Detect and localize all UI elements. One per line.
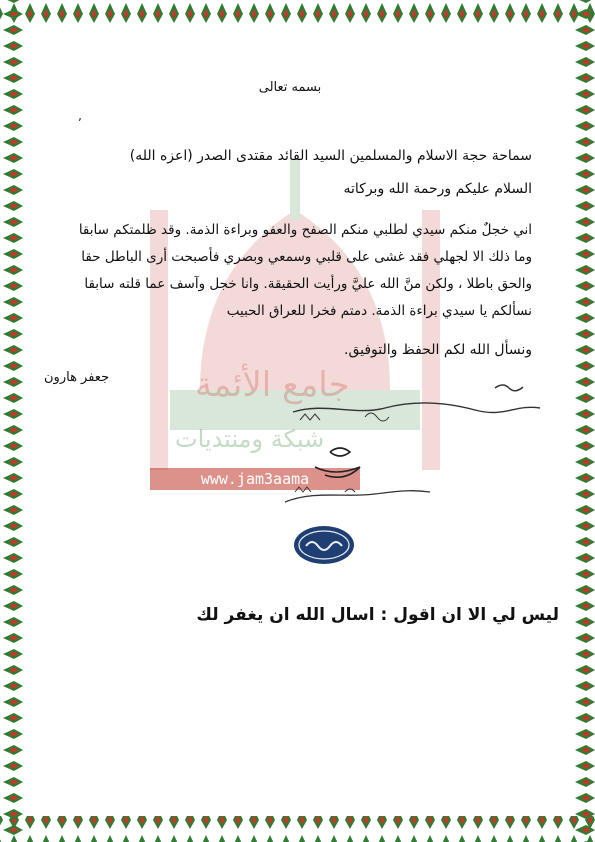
watermark-url: www.jam3aama [150,468,360,490]
handwritten-reply [255,372,555,522]
sender-name: جعفر هارون [44,370,110,385]
body-line: اني خجلٌ منكم سيدي لطلبي منكم الصفح والعفو وبراءة الذمة. وقد ظلمتكم سابقا [78,222,532,238]
footer-caption: ليس لي الا ان اقول : اسال الله ان يغفر لك [196,605,559,625]
watermark-name: جامع الأئمة [195,365,350,405]
heading: بسمه تعالى [258,80,322,95]
closing-line: ونسأل الله لكم الحفظ والتوفيق. [344,342,532,358]
blue-seal-stamp [292,524,356,566]
greeting-line: السلام عليكم ورحمة الله وبركاته [343,181,532,197]
stray-mark: ʼ [78,116,82,130]
body-line: والحق باطلا ، ولكن منَّ الله عليَّ ورأيت الحقيقة. وانا خجل وآسف عما قلته سابقا [84,276,532,292]
addressee-line: سماحة حجة الاسلام والمسلمين السيد القائد مقتدى الصدر (اعزه الله) [129,148,532,164]
body-line: وما ذلك الا لجهلي فقد غشى على قلبي وسمعي وبصري فأصبحت أرى الباطل حقا [81,249,532,265]
watermark-tagline: شبكة ومنتديات [175,425,325,453]
body-line: نسألكم يا سيدي براءة الذمة. دمتم فخرا للعراق الحبيب [226,303,532,319]
